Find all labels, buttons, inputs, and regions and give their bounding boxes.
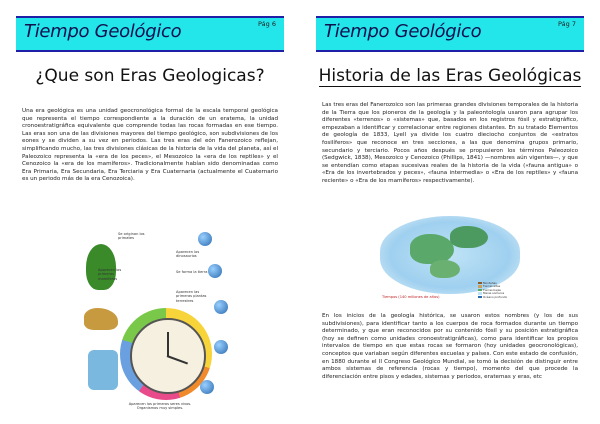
globe-icon	[198, 232, 212, 246]
right-page	[300, 0, 600, 424]
tree-image	[86, 244, 116, 290]
clock-face	[130, 318, 206, 394]
geologic-clock-illustration	[80, 230, 230, 420]
left-banner	[16, 16, 284, 52]
globe-icon	[200, 380, 214, 394]
paleogeographic-map	[380, 216, 520, 304]
history-paragraph-1: Las tres eras del Fanerozoico son las primeras grandes divisiones temporales de la historia de la Tierra que los pioneros de la geología y la paleontología usaron para agrupar los diferentes «terrenos» o «sistemas» que, basados en los registros fósil y estratigráfico, empezaban a identificar y correlacionar entre regiones distantes. En su tratado Elementos de geología de 1833, Lyell ya divide los cuatro dieciocho conjuntos de «estratos fosilíferos» que reconoce en tres secciones, a las que denomina grupos primario, secundario y terciario. Pocos años después se propusieron los términos Paleozoico (Sedgwick, 1838), Mesozoico y Cenozoico (Phillips, 1841) —nombres aún vigentes—, y que se entendían como etapas sucesivas reales de la historia de la vida («fauna antigua» o «Era de los invertebrados y peces», «fauna intermedia» o «Era de los reptiles» y «fauna reciente» o «Era de los mamíferos» respectivamente).	[322, 102, 578, 184]
globe-icon	[214, 300, 228, 314]
landmass	[450, 226, 488, 248]
map-caption: Tiempos (140 millones de años)	[382, 295, 440, 299]
banner-title: Tiempo Geológico	[324, 21, 482, 42]
page-heading: ¿Que son Eras Geologicas?	[35, 66, 265, 86]
history-paragraph-2: En los inicios de la geología histórica, se usaron estos nombres (y los de sus subdivisiones), para identificar tanto a los cuerpos de roca formados durante un tiempo determinado, y que eran reconocidos por su contenido fósil y su posición estratigráfica (hoy se definen como unidades cronoestratigráficas), como para identificar los propios intervalos de tiempo en que estas rocas se formaron (hoy unidades geocronológicas), conceptos que variaban según diferentes escuelas y países. Con este estado de confusión, en 1880 durante el II Congreso Geológico Mundial, se tomó la decisión de distinguir entre ambos sistemas de referencia (rocas y tiempo), momento del que procede la diferenciación entre pisos y edades, sistemas y periodos, eratemas y eras, etc	[322, 313, 578, 380]
illustration-label: Aparecen los primeros seres vivos. Organismos muy simples.	[128, 402, 192, 411]
page-heading: Historia de las Eras Geológicas	[318, 66, 582, 86]
illustration-label: Aparecen los primeros mamíferos	[98, 268, 122, 281]
illustration-label: Se originan los primates	[118, 232, 145, 241]
map-legend: Montañas Tierras altas Tierras bajas Mares someros Océano profundo	[478, 282, 518, 302]
illustration-label: Se forma la tierra	[176, 270, 208, 274]
right-banner	[316, 16, 584, 52]
page-number: Pág 7	[558, 20, 576, 28]
dinosaur-image	[84, 308, 118, 330]
banner-title: Tiempo Geológico	[24, 21, 182, 42]
illustration-label: Aparecen los dinosaurios	[176, 250, 200, 259]
globe-icon	[214, 340, 228, 354]
intro-paragraph: Una era geológica es una unidad geocronológica formal de la escala temporal geológica que representa el tiempo correspondiente a la duración de un eratema, la unidad cronoestratigráfica equivalente que comprende todas las rocas formadas en ese tiempo. Las eras son una de las divisiones mayores del tiempo geológico, son subdivisiones de los eones y se dividen a su vez en periodos. Las tres eras del eón Fanerozoico reflejan, simplificando mucho, las tres divisiones clásicas de la historia de la vida del planeta, así el Paleozoico representa la «era de los peces», el Mesozoico la «era de los reptiles» y el Cenozoico la «era de los mamíferos». Tradicionalmente habían sido denominadas como Era Primaria, Era Secundaria, Era Terciaria y Era Cuaternaria (actualmente el Cuaternario es un periodo más de la era Cenozoica).	[22, 108, 278, 183]
page-number: Pág 6	[258, 20, 276, 28]
illustration-label: Aparecen las primeras plantas terrestres	[176, 290, 207, 303]
sea-life-image	[88, 350, 118, 390]
landmass	[430, 260, 460, 278]
